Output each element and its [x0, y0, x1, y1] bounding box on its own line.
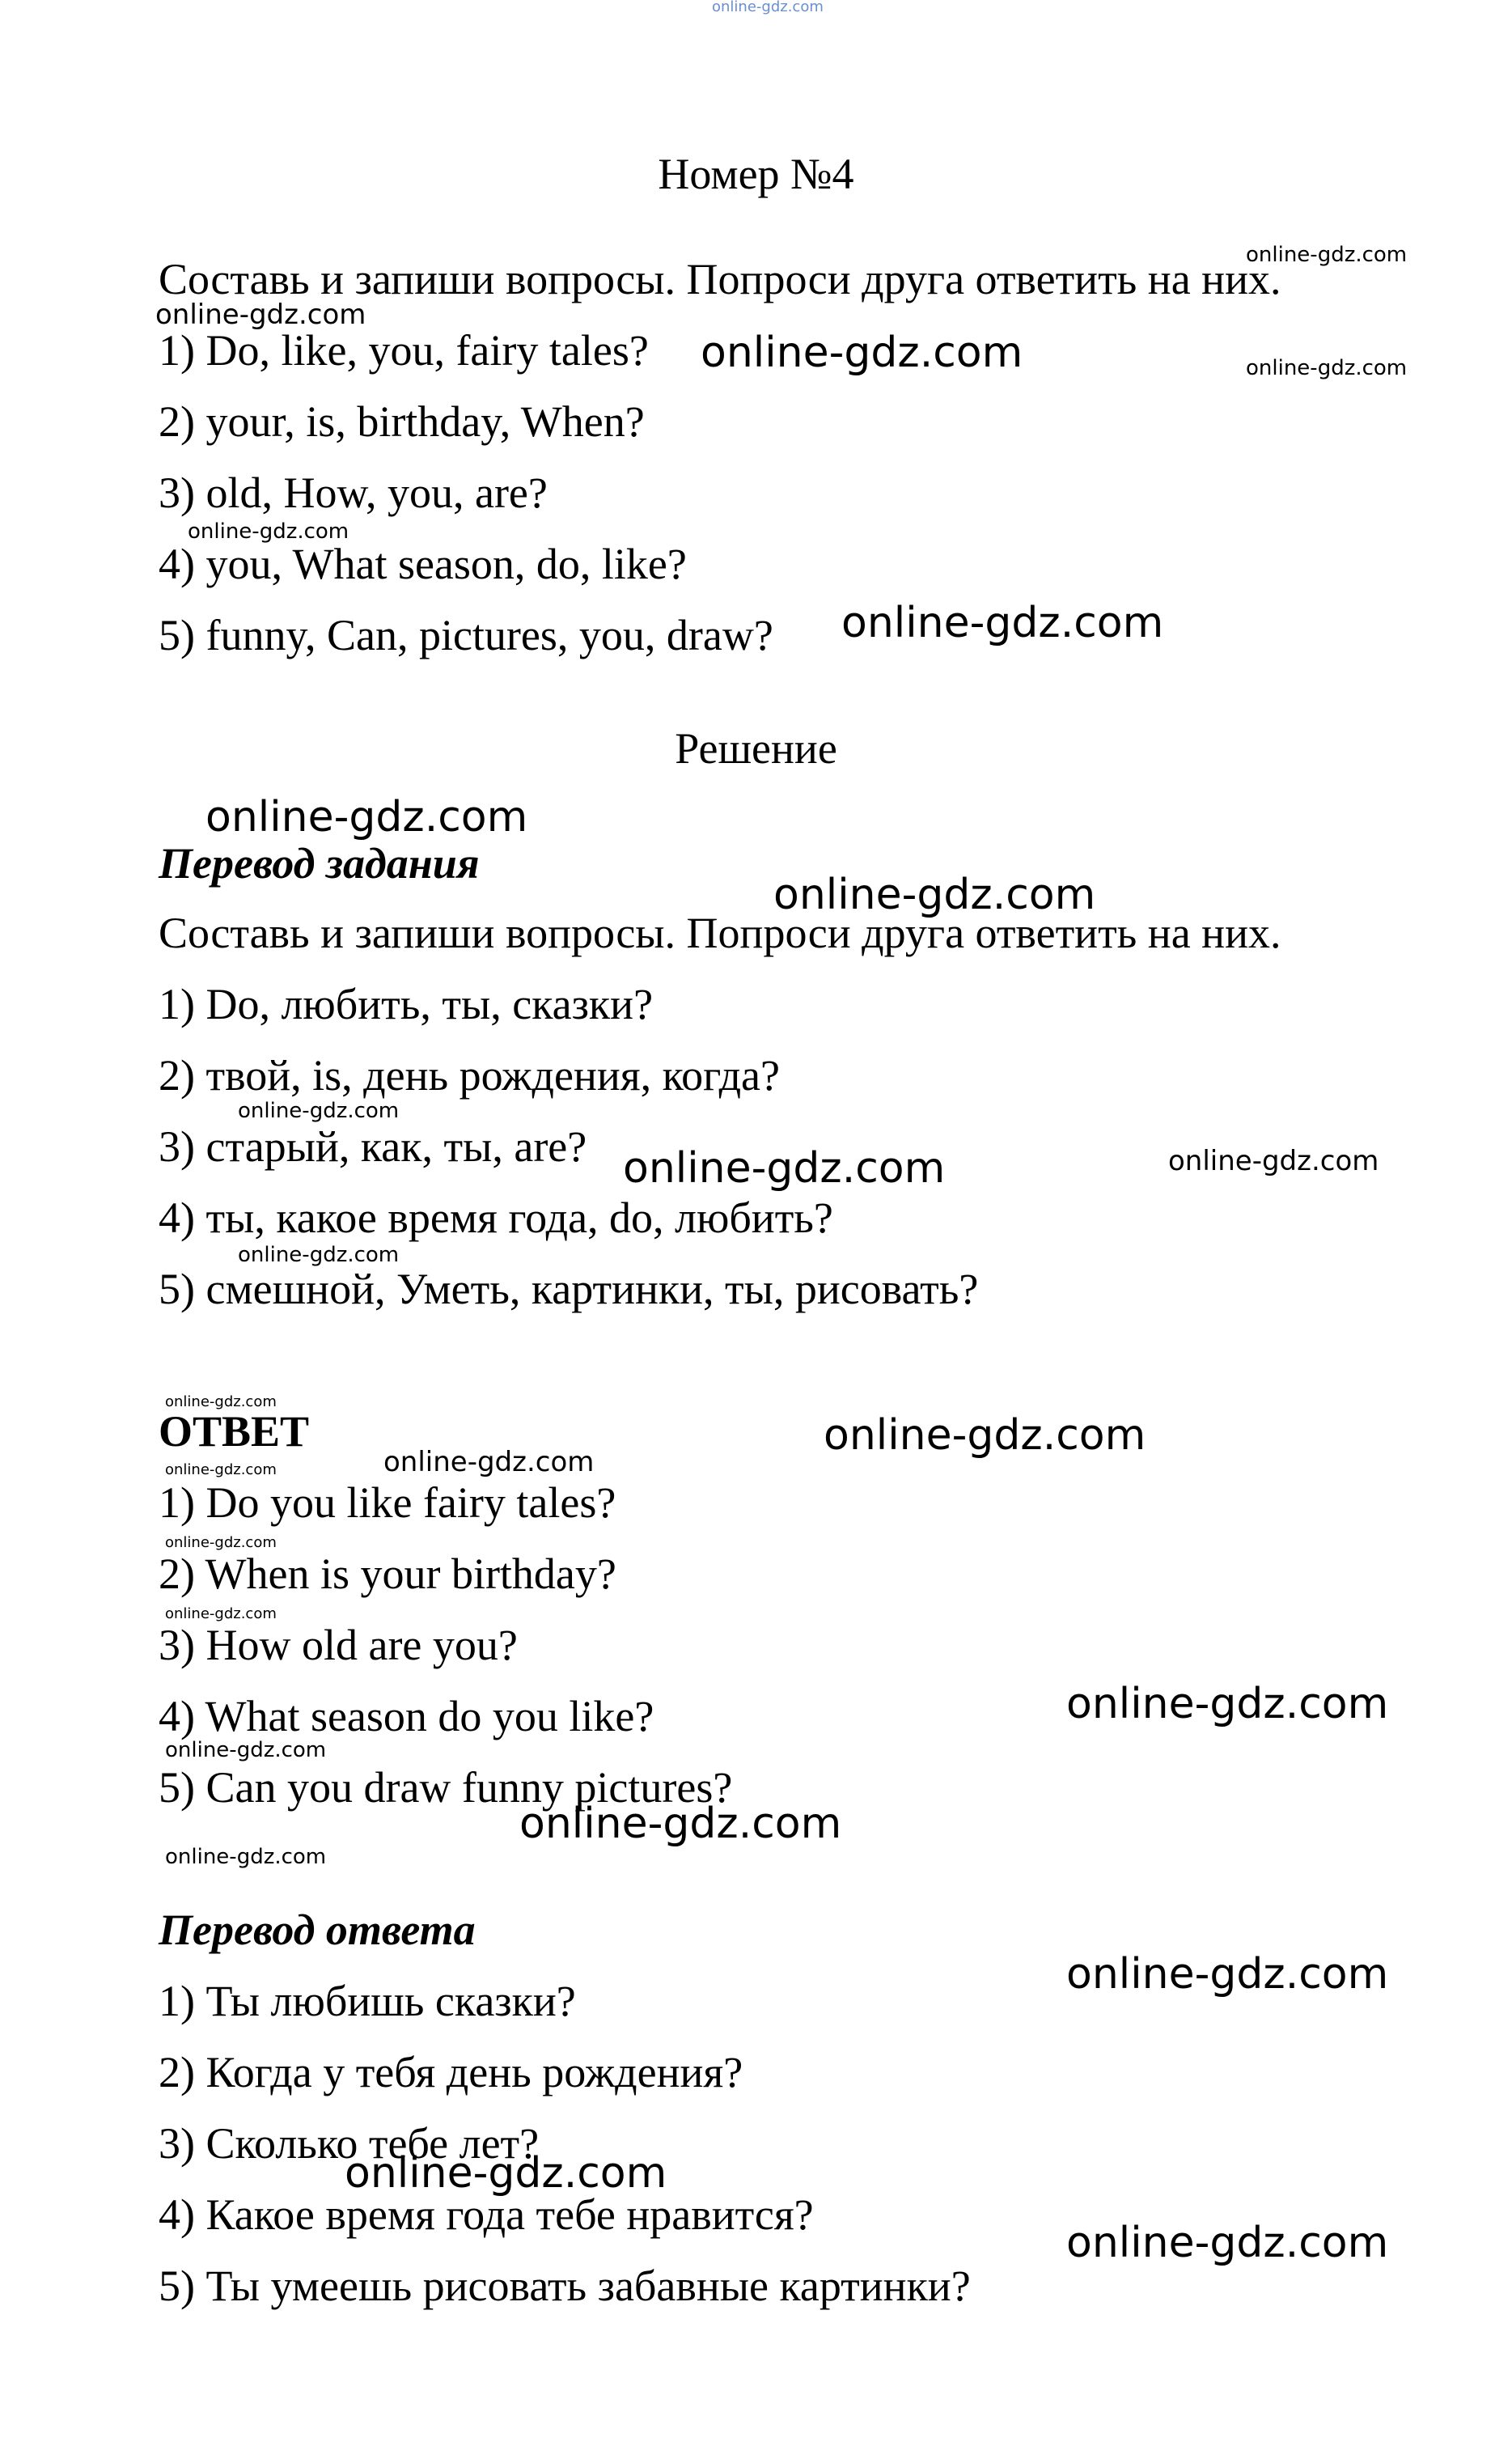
answer-translation-item: 5) Ты умеешь рисовать забавные картинки?: [159, 2262, 971, 2310]
translation-item: 1) Do, любить, ты, сказки?: [159, 980, 654, 1028]
task-instruction: Составь и запиши вопросы. Попроси друга ответить на них.: [159, 255, 1281, 303]
watermark-text: online-gdz.com: [238, 1099, 400, 1123]
task-item: 3) old, How, you, are?: [159, 468, 548, 517]
answer-translation-heading: Перевод ответа: [159, 1906, 476, 1954]
watermark-text: online-gdz.com: [1066, 2219, 1389, 2267]
answer-translation-item: 4) Какое время года тебе нравится?: [159, 2190, 814, 2239]
watermark-text: online-gdz.com: [773, 871, 1096, 919]
task-item: 1) Do, like, you, fairy tales?: [159, 326, 649, 375]
answer-translation-item: 1) Ты любишь сказки?: [159, 1977, 576, 2025]
watermark-text: online-gdz.com: [701, 329, 1023, 377]
watermark-text: online-gdz.com: [205, 793, 528, 841]
watermark-text: online-gdz.com: [165, 1845, 327, 1869]
answer-item: 5) Can you draw funny pictures?: [159, 1763, 733, 1812]
translation-instruction: Составь и запиши вопросы. Попроси друга ответить на них.: [159, 909, 1281, 957]
watermark-text: online-gdz.com: [824, 1411, 1146, 1460]
watermark-text: online-gdz.com: [188, 519, 349, 544]
answer-item: 2) When is your birthday?: [159, 1549, 616, 1598]
watermark-text: online-gdz.com: [519, 1800, 842, 1848]
watermark-text: online-gdz.com: [165, 1461, 277, 1478]
watermark-text: online-gdz.com: [165, 1738, 327, 1762]
watermark-text: online-gdz.com: [1066, 1950, 1389, 1999]
watermark-text: online-gdz.com: [712, 0, 824, 15]
answer-heading: ОТВЕТ: [159, 1407, 310, 1456]
watermark-text: online-gdz.com: [155, 299, 366, 331]
watermark-text: online-gdz.com: [165, 1534, 277, 1551]
translation-heading: Перевод задания: [159, 839, 480, 888]
translation-item: 2) твой, is, день рождения, когда?: [159, 1051, 780, 1100]
watermark-text: online-gdz.com: [1246, 356, 1408, 380]
answer-translation-item: 3) Сколько тебе лет?: [159, 2119, 540, 2168]
task-item: 5) funny, Can, pictures, you, draw?: [159, 611, 773, 659]
watermark-text: online-gdz.com: [623, 1144, 946, 1193]
watermark-text: online-gdz.com: [1066, 1680, 1389, 1728]
solution-title: Решение: [675, 724, 837, 773]
watermark-text: online-gdz.com: [165, 1393, 277, 1410]
answer-item: 4) What season do you like?: [159, 1692, 654, 1740]
watermark-text: online-gdz.com: [345, 2149, 667, 2198]
watermark-text: online-gdz.com: [383, 1446, 595, 1478]
page-title: Номер №4: [658, 150, 854, 198]
answer-translation-item: 2) Когда у тебя день рождения?: [159, 2048, 743, 2096]
translation-item: 4) ты, какое время года, do, любить?: [159, 1193, 833, 1242]
task-item: 4) you, What season, do, like?: [159, 540, 687, 588]
watermark-text: online-gdz.com: [1246, 243, 1408, 267]
watermark-text: online-gdz.com: [1168, 1145, 1379, 1177]
watermark-text: online-gdz.com: [841, 599, 1164, 647]
translation-item: 3) старый, как, ты, are?: [159, 1122, 587, 1171]
answer-item: 1) Do you like fairy tales?: [159, 1478, 616, 1527]
translation-item: 5) смешной, Уметь, картинки, ты, рисовать?: [159, 1265, 979, 1313]
watermark-text: online-gdz.com: [238, 1243, 400, 1267]
task-item: 2) your, is, birthday, When?: [159, 397, 645, 446]
answer-item: 3) How old are you?: [159, 1621, 518, 1669]
watermark-text: online-gdz.com: [165, 1605, 277, 1622]
